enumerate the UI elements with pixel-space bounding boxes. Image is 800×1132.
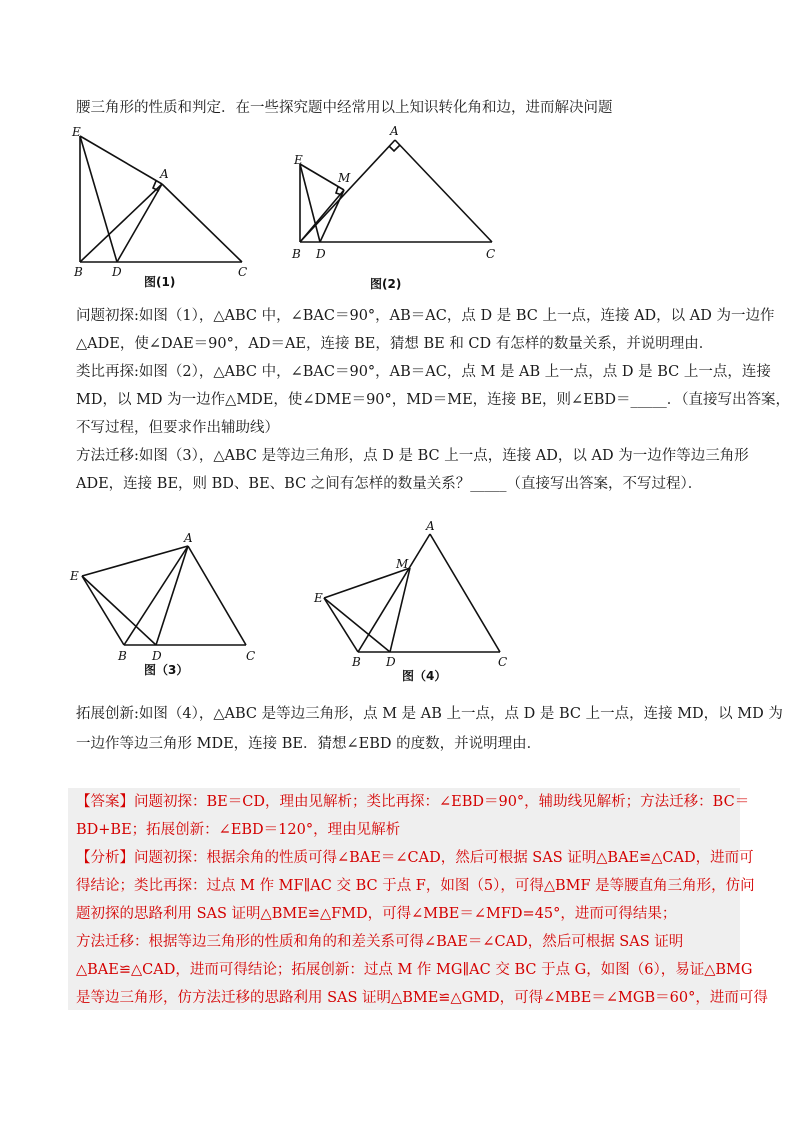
- problem-4-line-1: 拓展创新:如图（4），△ABC 是等边三角形，点 M 是 AB 上一点，点 D 是 BC 上一点，连接 MD，以 MD 为: [76, 706, 783, 722]
- intro-text: 腰三角形的性质和判定．在一些探究题中经常用以上知识转化角和边，进而解决问题: [76, 100, 613, 116]
- problem-3-line-1: 方法迁移:如图（3），△ABC 是等边三角形，点 D 是 BC 上一点，连接 AD，以 AD 为一边作等边三角形: [76, 448, 749, 464]
- figure-4: [306, 519, 526, 686]
- fig3-label-c: C: [246, 649, 256, 663]
- fig4-label-a: A: [426, 519, 435, 533]
- problem-2-line-2: MD，以 MD 为一边作△MDE，使∠DME＝90°，MD＝ME，连接 BE，则∠EBD＝_____．（直接写出答案，: [76, 392, 791, 408]
- analysis-line-2: 得结论；类比再探：过点 M 作 MF∥AC 交 BC 于点 F，如图（5），可得△BMF 是等腰直角三角形，仿问: [76, 878, 755, 894]
- fig3-label-a: A: [184, 531, 193, 545]
- analysis-line-5: △BAE≌△CAD，进而可得结论；拓展创新：过点 M 作 MG∥AC 交 BC 于点 G，如图（6），易证△BMG: [76, 962, 753, 978]
- fig3-label-d: D: [152, 649, 162, 663]
- fig4-label-e: E: [314, 591, 323, 605]
- fig4-label-m: M: [396, 557, 409, 571]
- fig1-label-a: A: [160, 167, 169, 181]
- problem-2-line-1: 类比再探:如图（2），△ABC 中，∠BAC＝90°，AB＝AC，点 M 是 AB 上一点，点 D 是 BC 上一点，连接: [76, 364, 771, 380]
- fig2-label-c: C: [486, 247, 496, 261]
- fig4-caption: 图（4）: [402, 669, 447, 683]
- answer-line-1: 【答案】问题初探：BE＝CD，理由见解析；类比再探：∠EBD＝90°，辅助线见解析；方法迁移：BC＝: [76, 794, 750, 810]
- analysis-line-6: 是等边三角形，仿方法迁移的思路利用 SAS 证明△BME≌△GMD，可得∠MBE＝∠MGB＝60°，进而可得: [76, 990, 768, 1006]
- figure-1: [70, 124, 260, 298]
- fig1-label-d: D: [112, 265, 122, 279]
- figure-3: [66, 531, 266, 678]
- fig3-label-b: B: [118, 649, 127, 663]
- fig2-label-m: M: [338, 171, 351, 185]
- fig3-label-e: E: [70, 569, 79, 583]
- analysis-line-1: 【分析】问题初探：根据余角的性质可得∠BAE＝∠CAD，然后可根据 SAS 证明△BAE≌△CAD，进而可: [76, 850, 754, 866]
- fig4-label-d: D: [386, 655, 396, 669]
- fig3-caption: 图（3）: [144, 663, 189, 677]
- fig1-label-b: B: [74, 265, 83, 279]
- fig4-label-c: C: [498, 655, 508, 669]
- problem-3-line-2: ADE，连接 BE，则 BD、BE、BC 之间有怎样的数量关系？_____（直接写出答案，不写过程）．: [76, 476, 703, 492]
- analysis-line-3: 题初探的思路利用 SAS 证明△BME≌△FMD，可得∠MBE＝∠MFD=45°，进而可得结果；: [76, 906, 677, 922]
- fig1-label-e: E: [72, 125, 81, 139]
- fig1-caption: 图(1): [144, 275, 176, 289]
- fig1-label-c: C: [238, 265, 248, 279]
- problem-2-line-3: 不写过程，但要求作出辅助线）: [76, 420, 279, 436]
- answer-line-2: BD+BE；拓展创新：∠EBD＝120°，理由见解析: [76, 822, 401, 838]
- problem-4-line-2: 一边作等边三角形 MDE，连接 BE．猜想∠EBD 的度数，并说明理由．: [76, 736, 542, 752]
- problem-1-line-2: △ADE，使∠DAE＝90°，AD＝AE，连接 BE，猜想 BE 和 CD 有怎样的数量关系，并说明理由．: [76, 336, 714, 352]
- fig2-label-e: E: [294, 153, 303, 167]
- problem-1-line-1: 问题初探:如图（1），△ABC 中，∠BAC＝90°，AB＝AC，点 D 是 BC 上一点，连接 AD，以 AD 为一边作: [76, 308, 775, 324]
- fig4-label-b: B: [352, 655, 361, 669]
- fig2-caption: 图(2): [370, 277, 402, 291]
- analysis-line-4: 方法迁移：根据等边三角形的性质和角的和差关系可得∠BAE＝∠CAD，然后可根据 SAS 证明: [76, 934, 684, 950]
- figure-2: [288, 124, 508, 298]
- fig2-label-a: A: [390, 124, 399, 138]
- fig2-label-b: B: [292, 247, 301, 261]
- fig2-label-d: D: [316, 247, 326, 261]
